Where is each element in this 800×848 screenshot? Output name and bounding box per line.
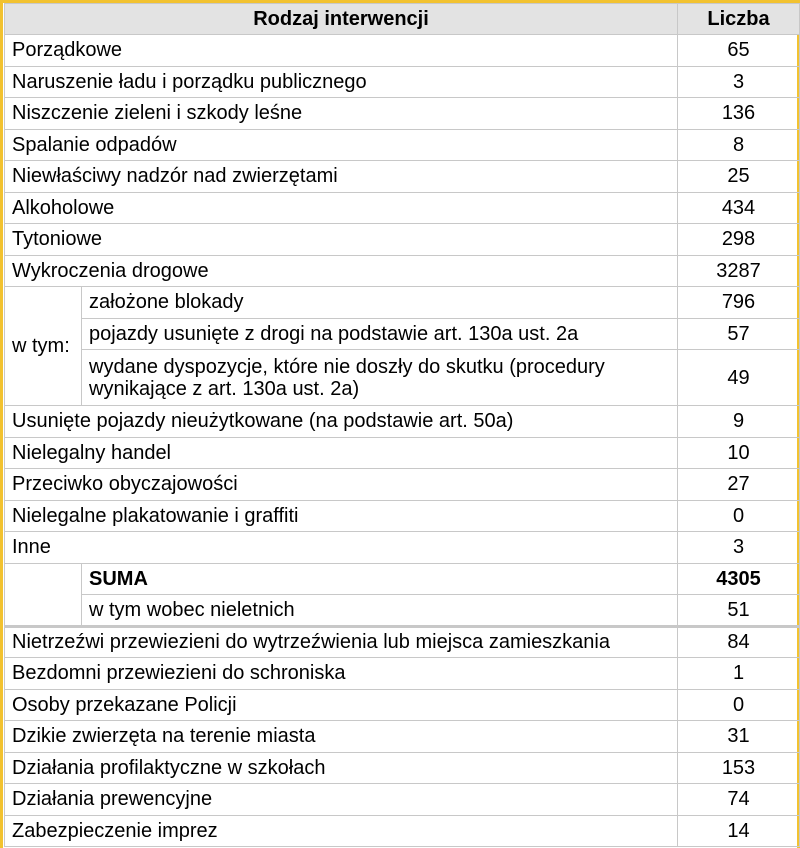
row-value: 74 [678,784,800,816]
minors-label: w tym wobec nieletnich [82,595,678,627]
row-value: 1 [678,658,800,690]
table-row [5,658,800,690]
row-label: Niewłaściwy nadzór nad zwierzętami [5,161,678,193]
table-row [5,98,800,130]
row-value: 27 [678,469,800,501]
row-value: 796 [678,287,800,319]
row-value: 3 [678,532,800,564]
row-label: Nielegalny handel [5,437,678,469]
table-row [5,437,800,469]
row-label: Dzikie zwierzęta na terenie miasta [5,721,678,753]
row-label: pojazdy usunięte z drogi na podstawie art. 130a ust. 2a [82,318,678,350]
row-label: Niszczenie zieleni i szkody leśne [5,98,678,130]
header-count: Liczba [678,4,800,35]
table-row [5,224,800,256]
table-row [5,500,800,532]
row-value: 65 [678,35,800,67]
minors-row [5,595,800,627]
wtym-label: w tym: [5,287,82,406]
table-row [5,815,800,847]
row-label: Naruszenie ładu i porządku publicznego [5,66,678,98]
row-label: Działania prewencyjne [5,784,678,816]
row-label: wydane dyspozycje, które nie doszły do skutku (procedury wynikające z art. 130a ust. 2a) [82,350,678,406]
sum-label: SUMA [82,563,678,595]
row-value: 14 [678,815,800,847]
row-label: założone blokady [82,287,678,319]
row-value: 153 [678,752,800,784]
row-value: 298 [678,224,800,256]
row-label: Działania profilaktyczne w szkołach [5,752,678,784]
table-row [5,784,800,816]
row-label: Inne [5,532,678,564]
table-row [5,255,800,287]
row-label: Wykroczenia drogowe [5,255,678,287]
row-value: 10 [678,437,800,469]
table-row [5,721,800,753]
table-row [5,532,800,564]
row-value: 84 [678,626,800,658]
row-label: Tytoniowe [5,224,678,256]
row-value: 0 [678,689,800,721]
row-value: 0 [678,500,800,532]
row-value: 9 [678,406,800,438]
row-value: 57 [678,318,800,350]
table-row [5,689,800,721]
row-label: Alkoholowe [5,192,678,224]
table-row [5,350,800,406]
table-row [5,626,800,658]
table-row [5,66,800,98]
row-label: Nietrzeźwi przewiezieni do wytrzeźwienia lub miejsca zamieszkania [5,626,678,658]
row-label: Zabezpieczenie imprez [5,815,678,847]
table-row [5,161,800,193]
table-row [5,406,800,438]
table-row [5,318,800,350]
row-value: 3 [678,66,800,98]
sum-blank-cell [5,563,82,626]
table-row [5,35,800,67]
sum-row [5,563,800,595]
row-label: Osoby przekazane Policji [5,689,678,721]
minors-value: 51 [678,595,800,627]
table-row [5,287,800,319]
header-type: Rodzaj interwencji [5,4,678,35]
row-value: 434 [678,192,800,224]
table-row [5,752,800,784]
row-label: Bezdomni przewiezieni do schroniska [5,658,678,690]
row-label: Porządkowe [5,35,678,67]
sum-value: 4305 [678,563,800,595]
header-row [5,4,800,35]
row-value: 136 [678,98,800,130]
row-label: Usunięte pojazdy nieużytkowane (na podstawie art. 50a) [5,406,678,438]
interventions-table [4,3,800,847]
row-value: 31 [678,721,800,753]
row-label: Spalanie odpadów [5,129,678,161]
row-value: 49 [678,350,800,406]
row-label: Przeciwko obyczajowości [5,469,678,501]
table-row [5,192,800,224]
row-value: 3287 [678,255,800,287]
table-row [5,129,800,161]
row-value: 25 [678,161,800,193]
table-row [5,469,800,501]
row-label: Nielegalne plakatowanie i graffiti [5,500,678,532]
row-value: 8 [678,129,800,161]
